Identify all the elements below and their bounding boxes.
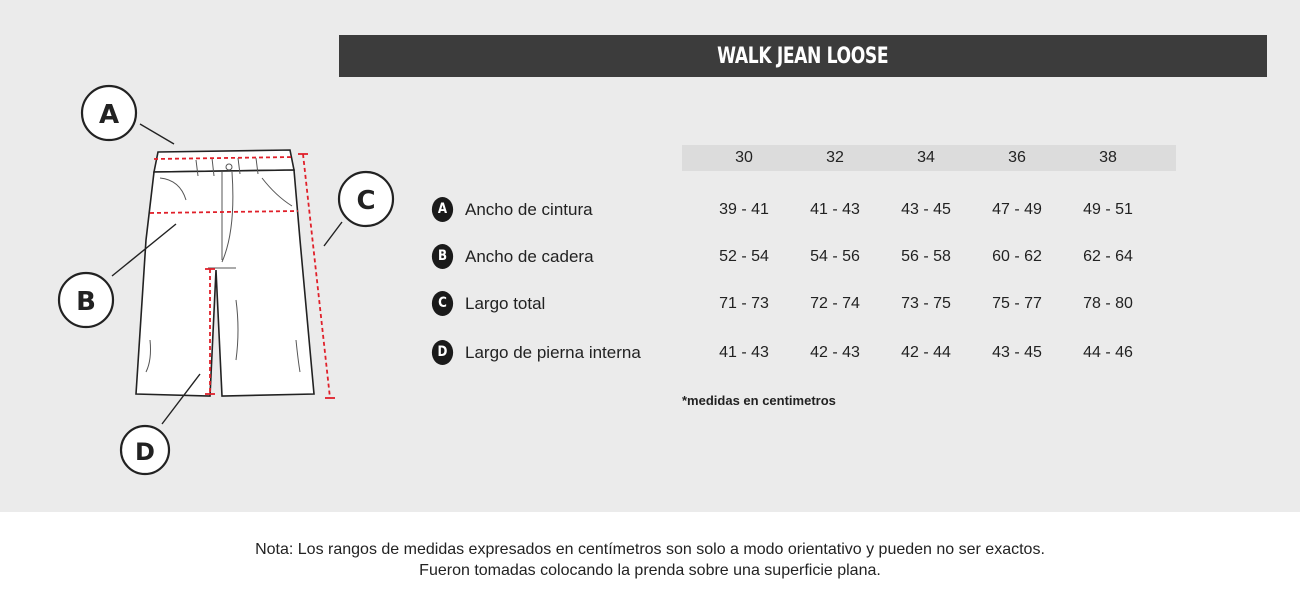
callout-c-letter: C (356, 186, 376, 216)
table-cell: 75 - 77 (992, 295, 1042, 312)
title-bar (339, 35, 1267, 77)
callout-b-letter: B (76, 287, 96, 317)
table-cell: 43 - 45 (992, 344, 1042, 361)
shorts-measurement-diagram (0, 0, 420, 500)
size-header-32: 32 (826, 149, 844, 166)
product-title: WALK JEAN LOOSE (717, 43, 889, 69)
callout-b (59, 273, 113, 327)
callout-d-letter: D (135, 438, 155, 466)
table-cell: 56 - 58 (901, 248, 951, 265)
row-badge: B (432, 244, 453, 269)
row-badge: A (432, 197, 453, 222)
table-cell: 47 - 49 (992, 201, 1042, 218)
table-cell: 60 - 62 (992, 248, 1042, 265)
shorts-illustration (136, 150, 314, 396)
table-cell: 43 - 45 (901, 201, 951, 218)
table-cell: 42 - 43 (810, 344, 860, 361)
row-badge: C (432, 291, 453, 316)
disclaimer-line-2: Fueron tomadas colocando la prenda sobre una superficie plana. (419, 562, 881, 579)
row-label: Ancho de cintura (465, 200, 593, 219)
callout-a (82, 86, 136, 140)
size-header-30: 30 (735, 149, 753, 166)
table-row (430, 244, 1190, 268)
table-cell: 41 - 43 (810, 201, 860, 218)
row-label: Largo total (465, 294, 546, 313)
row-badge: D (432, 340, 453, 365)
table-cell: 52 - 54 (719, 248, 769, 265)
size-header-36: 36 (1008, 149, 1026, 166)
units-footnote: *medidas en centimetros (682, 393, 836, 408)
callout-c (339, 172, 393, 226)
table-cell: 39 - 41 (719, 201, 769, 218)
size-header-row (682, 145, 1176, 171)
callout-d (121, 426, 169, 474)
table-cell: 41 - 43 (719, 344, 769, 361)
table-cell: 73 - 75 (901, 295, 951, 312)
table-cell: 42 - 44 (901, 344, 951, 361)
row-label: Ancho de cadera (465, 247, 594, 266)
table-row (430, 340, 1190, 364)
table-cell: 72 - 74 (810, 295, 860, 312)
row-label: Largo de pierna interna (465, 343, 641, 362)
table-cell: 49 - 51 (1083, 201, 1133, 218)
size-header-34: 34 (917, 149, 935, 166)
table-cell: 54 - 56 (810, 248, 860, 265)
table-cell: 62 - 64 (1083, 248, 1133, 265)
table-cell: 44 - 46 (1083, 344, 1133, 361)
table-cell: 78 - 80 (1083, 295, 1133, 312)
callout-a-letter: A (98, 100, 120, 130)
table-row (430, 197, 1190, 221)
size-header-38: 38 (1099, 149, 1117, 166)
table-row (430, 291, 1190, 315)
disclaimer-line-1: Nota: Los rangos de medidas expresados en centímetros son solo a modo orientativo y pueden no ser exactos. (255, 541, 1045, 558)
table-cell: 71 - 73 (719, 295, 769, 312)
